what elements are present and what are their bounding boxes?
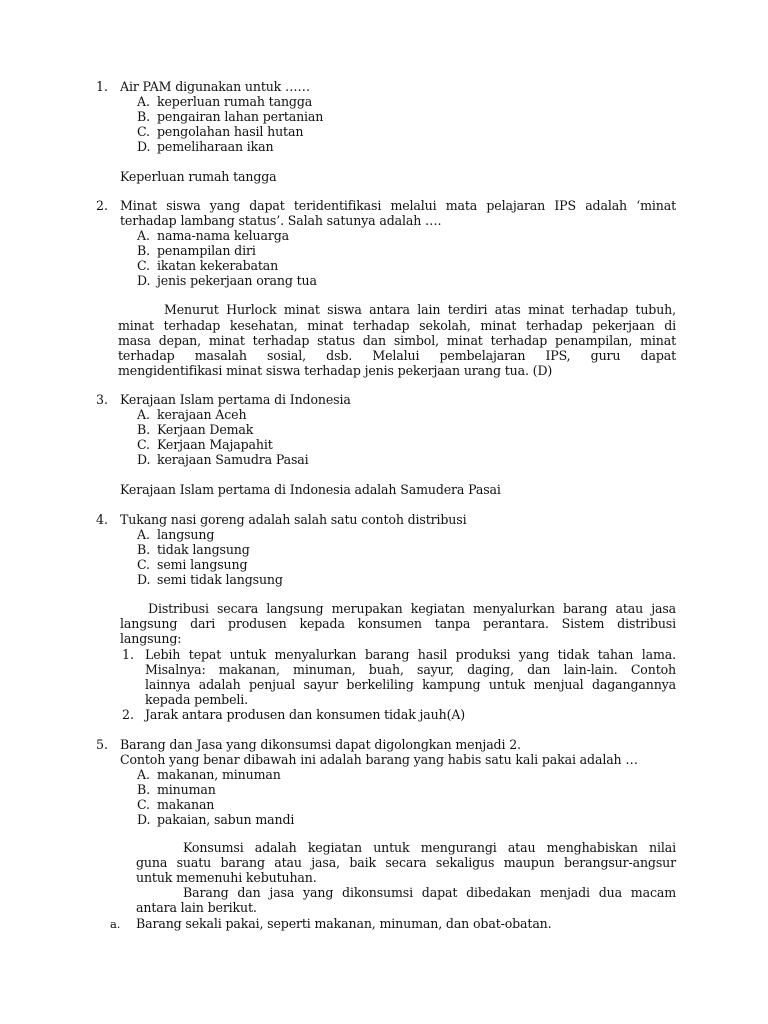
option-text: kerajaan Samudra Pasai	[157, 452, 309, 467]
option-text: pengairan lahan pertanian	[157, 109, 324, 124]
answer-text: Keperluan rumah tangga	[120, 169, 277, 184]
option-text: pakaian, sabun mandi	[157, 812, 295, 827]
explanation-line: minat terhadap kesehatan, minat terhadap sekolah, minat terhadap pekerjaan di	[118, 318, 676, 333]
option-letter: D.	[137, 452, 151, 467]
explanation-line: langsung:	[120, 631, 182, 646]
question-text: Tukang nasi goreng adalah salah satu contoh distribusi	[120, 512, 467, 527]
sub-item-line: Lebih tepat untuk menyalurkan barang hasil produksi yang tidak tahan lama.	[145, 647, 676, 662]
sub-item-number: 1.	[122, 647, 135, 662]
option-letter: B.	[137, 422, 150, 437]
sub-item-line: Misalnya: makanan, minuman, buah, sayur, daging, dan lain-lain. Contoh	[145, 662, 676, 677]
option-text: keperluan rumah tangga	[157, 94, 313, 109]
list-item-letter: a.	[110, 917, 121, 931]
option-letter: C.	[137, 797, 150, 812]
option-text: Kerjaan Majapahit	[157, 437, 273, 452]
option-text: pengolahan hasil hutan	[157, 124, 304, 139]
option-text: Kerjaan Demak	[157, 422, 254, 437]
option-text: ikatan kekerabatan	[157, 258, 279, 273]
list-item-text: Barang sekali pakai, seperti makanan, minuman, dan obat-obatan.	[136, 916, 552, 931]
option-letter: A.	[137, 767, 150, 782]
option-letter: C.	[137, 437, 150, 452]
option-text: semi langsung	[157, 557, 248, 572]
explanation-line: untuk memenuhi kebutuhan.	[136, 870, 317, 885]
option-text: pemeliharaan ikan	[157, 139, 274, 154]
option-letter: C.	[137, 258, 150, 273]
question-text-line: Barang dan Jasa yang dikonsumsi dapat digolongkan menjadi 2.	[120, 737, 521, 752]
explanation-line: Konsumsi adalah kegiatan untuk mengurangi atau menghabiskan nilai	[183, 840, 676, 855]
option-text: penampilan diri	[157, 243, 256, 258]
question-number: 4.	[96, 512, 109, 527]
answer-text: Kerajaan Islam pertama di Indonesia adalah Samudera Pasai	[120, 482, 501, 497]
explanation-line: Barang dan jasa yang dikonsumsi dapat dibedakan menjadi dua macam	[183, 885, 676, 900]
question-number: 2.	[96, 198, 109, 213]
option-text: kerajaan Aceh	[157, 407, 247, 422]
explanation-line: antara lain berikut.	[136, 900, 257, 915]
question-text-line: Contoh yang benar dibawah ini adalah barang yang habis satu kali pakai adalah …	[120, 752, 638, 767]
explanation-line: mengidentifikasi minat siswa terhadap jenis pekerjaan urang tua. (D)	[118, 363, 553, 378]
option-text: minuman	[157, 782, 216, 797]
question-text-line: terhadap lambang status’. Salah satunya adalah ….	[120, 213, 442, 228]
option-letter: D.	[137, 273, 151, 288]
option-letter: C.	[137, 124, 150, 139]
sub-item-line: lainnya adalah penjual sayur berkeliling kampung untuk menjual dagangannya	[145, 677, 676, 692]
option-letter: A.	[137, 407, 150, 422]
sub-item-line: kepada pembeli.	[145, 692, 249, 707]
option-text: jenis pekerjaan orang tua	[157, 273, 317, 288]
explanation-line: langsung dari produsen kepada konsumen tanpa perantara. Sistem distribusi	[120, 616, 676, 631]
option-text: nama-nama keluarga	[157, 228, 290, 243]
option-letter: B.	[137, 243, 150, 258]
question-text: Air PAM digunakan untuk ……	[120, 79, 310, 94]
option-letter: D.	[137, 139, 151, 154]
explanation-line: Distribusi secara langsung merupakan kegiatan menyalurkan barang atau jasa	[148, 601, 676, 616]
option-letter: B.	[137, 542, 150, 557]
option-letter: A.	[137, 94, 150, 109]
option-text: semi tidak langsung	[157, 572, 283, 587]
explanation-line: guna suatu barang atau jasa, baik secara sekaligus maupun berangsur-angsur	[136, 855, 676, 870]
option-letter: B.	[137, 782, 150, 797]
question-number: 5.	[96, 737, 109, 752]
option-letter: A.	[137, 228, 150, 243]
question-text: Kerajaan Islam pertama di Indonesia	[120, 392, 351, 407]
question-text-line: Minat siswa yang dapat teridentifikasi melalui mata pelajaran IPS adalah ‘minat	[120, 198, 676, 213]
question-number: 1.	[96, 79, 109, 94]
option-letter: C.	[137, 557, 150, 572]
option-text: langsung	[157, 527, 215, 542]
explanation-line: terhadap masalah sosial, dsb. Melalui pembelajaran IPS, guru dapat	[118, 348, 676, 363]
option-letter: B.	[137, 109, 150, 124]
option-letter: D.	[137, 572, 151, 587]
option-letter: A.	[137, 527, 150, 542]
explanation-line: masa depan, minat terhadap status dan simbol, minat terhadap penampilan, minat	[118, 333, 676, 348]
explanation-line: Menurut Hurlock minat siswa antara lain terdiri atas minat terhadap tubuh,	[164, 302, 676, 317]
option-text: makanan	[157, 797, 215, 812]
option-letter: D.	[137, 812, 151, 827]
option-text: makanan, minuman	[157, 767, 281, 782]
sub-item-line: Jarak antara produsen dan konsumen tidak jauh(A)	[145, 707, 466, 722]
question-number: 3.	[96, 392, 109, 407]
sub-item-number: 2.	[122, 707, 135, 722]
option-text: tidak langsung	[157, 542, 250, 557]
